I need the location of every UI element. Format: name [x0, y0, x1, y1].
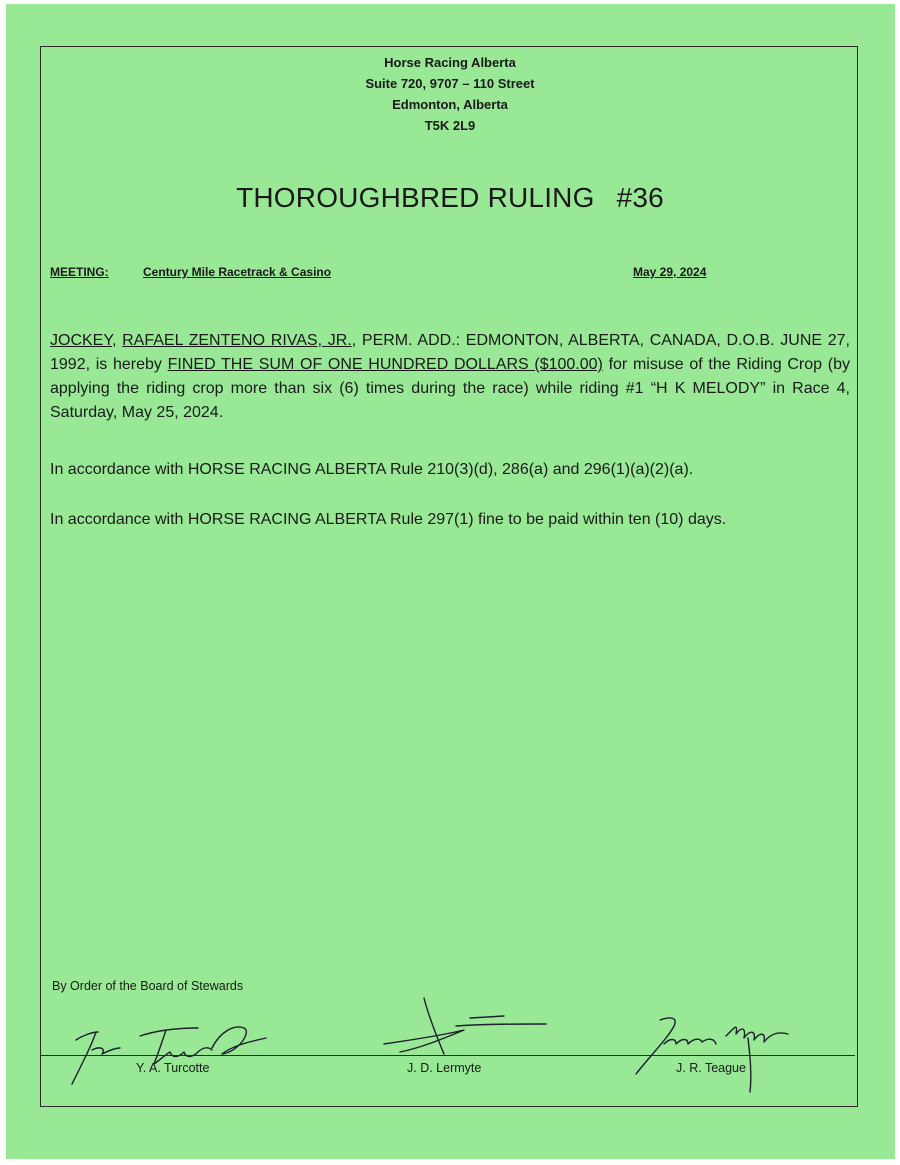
meeting-label: MEETING:	[50, 265, 109, 279]
signature-line	[41, 1055, 855, 1056]
postal-code: T5K 2L9	[424, 118, 476, 133]
meeting-venue: Century Mile Racetrack & Casino	[143, 265, 332, 279]
rule-reference-1: In accordance with HORSE RACING ALBERTA Rule 210(3)(d), 286(a) and 296(1)(a)(2)(a).	[50, 461, 694, 478]
address-line-1: Suite 720, 9707 – 110 Street	[365, 76, 535, 91]
ruling-title	[0, 182, 900, 214]
signature-teague	[630, 1008, 800, 1098]
address-line-2: Edmonton, Alberta	[392, 97, 508, 112]
steward-name-teague: J. R. Teague	[676, 1061, 746, 1075]
meeting-date: May 29, 2024	[633, 265, 707, 279]
letterhead	[0, 52, 900, 136]
rule-reference-2: In accordance with HORSE RACING ALBERTA Rule 297(1) fine to be paid within ten (10) days.	[50, 511, 727, 528]
signature-turcotte	[62, 1018, 272, 1090]
ruling-number: #36	[616, 182, 664, 213]
fine-amount: FINED THE SUM OF ONE HUNDRED DOLLARS ($100.00)	[167, 356, 603, 373]
board-of-stewards-label: By Order of the Board of Stewards	[52, 979, 244, 993]
role: JOCKEY	[50, 332, 112, 349]
steward-name-turcotte: Y. A. Turcotte	[136, 1061, 210, 1075]
jockey-name: RAFAEL ZENTENO RIVAS, JR.	[122, 332, 352, 349]
steward-name-lermyte: J. D. Lermyte	[407, 1061, 482, 1075]
ruling-paragraph	[50, 329, 850, 425]
ruling-text-2: for misuse of the Riding Crop (by applying the riding crop more than six (6) times during the race) while riding #1 “H K MELODY” in Race 4, Saturday, May 25, 2024.	[50, 356, 850, 421]
ruling-title-text: THOROUGHBRED RULING	[236, 182, 595, 213]
ruling-text-1: , PERM. ADD.: EDMONTON, ALBERTA, CANADA, D.O.B. JUNE 27, 1992, is hereby	[50, 332, 851, 373]
separator: ,	[111, 332, 123, 349]
organization-name: Horse Racing Alberta	[384, 55, 516, 70]
